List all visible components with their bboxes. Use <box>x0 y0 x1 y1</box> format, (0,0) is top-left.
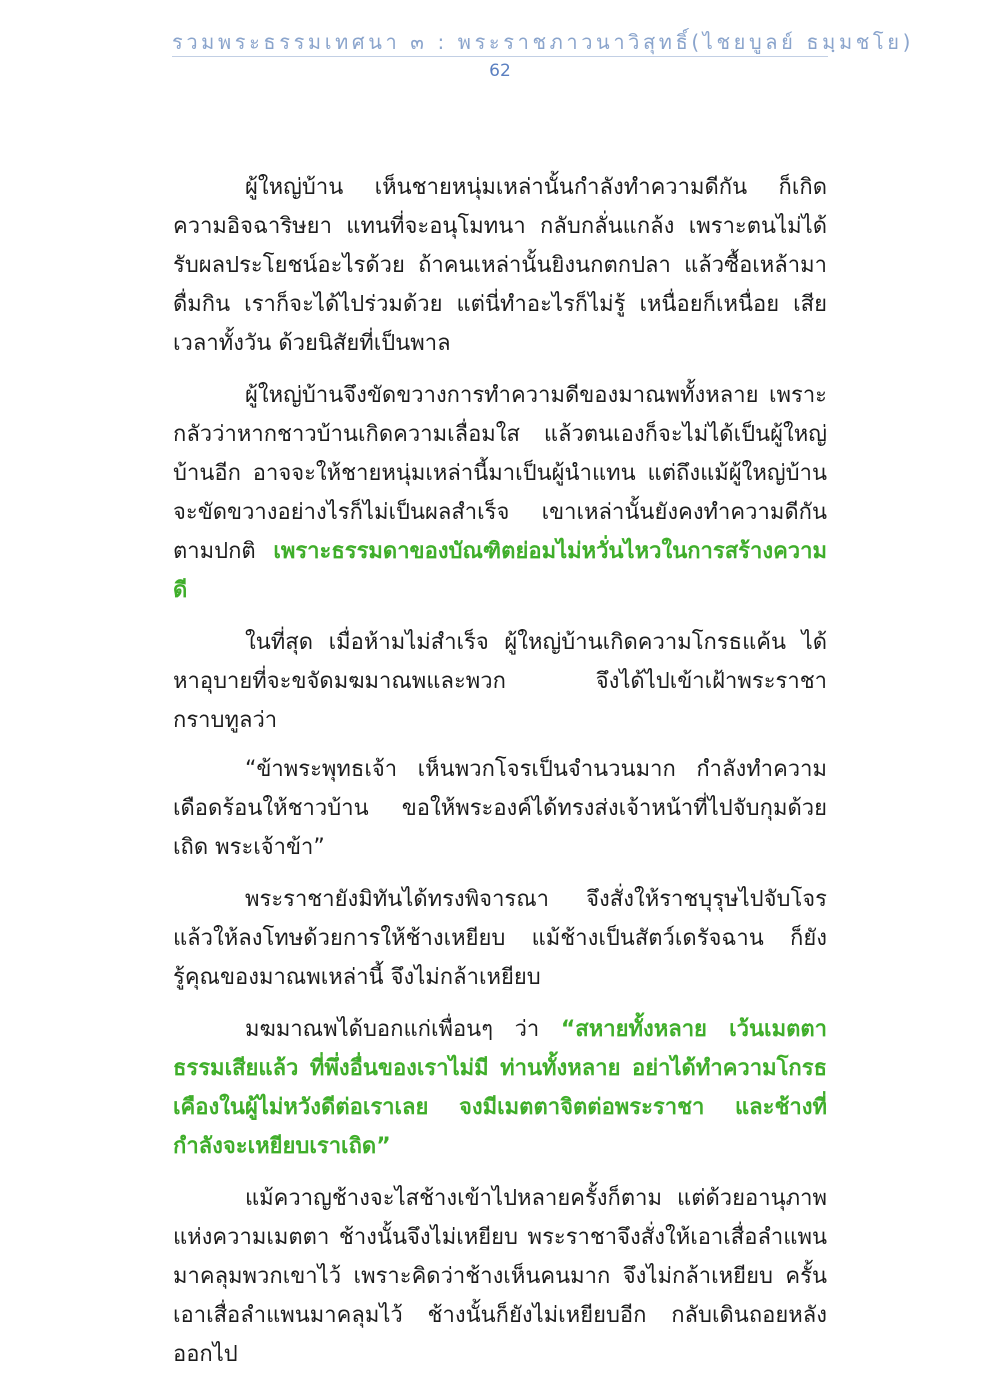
paragraph-4-quote <box>173 750 827 867</box>
paragraph-3 <box>173 623 827 740</box>
paragraph-1 <box>173 168 827 363</box>
paragraph-2-emphasis: เพราะธรรมดาของบัณฑิตย่อมไม่หวั่นไหวในการสร้างความดี <box>173 539 827 603</box>
paragraph-6-emphasis: “สหายทั้งหลาย เว้นเมตตาธรรมเสียแล้ว ที่พึ่งอื่นของเราไม่มี ท่านทั้งหลาย อย่าได้ทำความโกรธเคืองในผู้ไม่หวังดีต่อเราเลย จงมีเมตตาจิตต่อพระราชา และช้างที่กำลังจะเหยียบเราเถิด” <box>173 1017 827 1159</box>
body-text <box>173 168 827 1387</box>
paragraph-6-text: มฆมาณพได้บอกแก่เพื่อนๆ ว่า <box>245 1017 561 1042</box>
paragraph-1-text: ผู้ใหญ่บ้าน เห็นชายหนุ่มเหล่านั้นกำลังทำความดีกัน ก็เกิดความอิจฉาริษยา แทนที่จะอนุโมทนา กลับกลั่นแกล้ง เพราะตนไม่ได้รับผลประโยชน์อะไรด้วย ถ้าคนเหล่านั้นยิงนกตกปลา แล้วซื้อเหล้ามาดื่มกิน เราก็จะได้ไปร่วมด้วย แต่นี่ทำอะไรก็ไม่รู้ เหนื่อยก็เหนื่อย เสียเวลาทั้งวัน ด้วยนิสัยที่เป็นพาล <box>173 175 827 356</box>
paragraph-2 <box>173 376 827 610</box>
paragraph-7-text: แม้ควาญช้างจะไสช้างเข้าไปหลายครั้งก็ตาม แต่ด้วยอานุภาพแห่งความเมตตา ช้างนั้นจึงไม่เหยียบ พระราชาจึงสั่งให้เอาเสื่อลำแพนมาคลุมพวกเขาไว้ เพราะคิดว่าช้างเห็นคนมาก จึงไม่กล้าเหยียบ ครั้นเอาเสื่อลำแพนมาคลุมไว้ ช้างนั้นก็ยังไม่เหยียบอีก กลับเดินถอยหลังออกไป <box>173 1186 827 1367</box>
paragraph-3-text: ในที่สุด เมื่อห้ามไม่สำเร็จ ผู้ใหญ่บ้านเกิดความโกรธแค้น ได้หาอุบายที่จะขจัดมฆมาณพและพวก จึงได้ไปเข้าเฝ้าพระราชา กราบทูลว่า <box>173 630 827 733</box>
paragraph-6 <box>173 1010 827 1166</box>
paragraph-5 <box>173 880 827 997</box>
paragraph-5-text: พระราชายังมิทันได้ทรงพิจารณา จึงสั่งให้ราชบุรุษไปจับโจร แล้วให้ลงโทษด้วยการให้ช้างเหยียบ แม้ช้างเป็นสัตว์เดรัจฉาน ก็ยังรู้คุณของมาณพเหล่านี้ จึงไม่กล้าเหยียบ <box>173 887 827 990</box>
header-divider <box>172 56 828 57</box>
running-header: รวมพระธรรมเทศนา ๓ : พระราชภาวนาวิสุทธิ์(ไชยบูลย์ ธมฺมชโย) <box>172 30 914 54</box>
page-number: 62 <box>489 61 511 81</box>
paragraph-2-text: ผู้ใหญ่บ้านจึงขัดขวางการทำความดีของมาณพทั้งหลาย เพราะกลัวว่าหากชาวบ้านเกิดความเลื่อมใส แล้วตนเองก็จะไม่ได้เป็นผู้ใหญ่บ้านอีก อาจจะให้ชายหนุ่มเหล่านี้มาเป็นผู้นำแทน แต่ถึงแม้ผู้ใหญ่บ้านจะขัดขวางอย่างไรก็ไม่เป็นผลสำเร็จ เขาเหล่านั้นยังคงทำความดีกันตามปกติ <box>173 383 827 564</box>
paragraph-7 <box>173 1179 827 1374</box>
paragraph-4-text: “ข้าพระพุทธเจ้า เห็นพวกโจรเป็นจำนวนมาก กำลังทำความเดือดร้อนให้ชาวบ้าน ขอให้พระองค์ได้ทรงส่งเจ้าหน้าที่ไปจับกุมด้วยเถิด พระเจ้าข้า” <box>173 757 827 860</box>
